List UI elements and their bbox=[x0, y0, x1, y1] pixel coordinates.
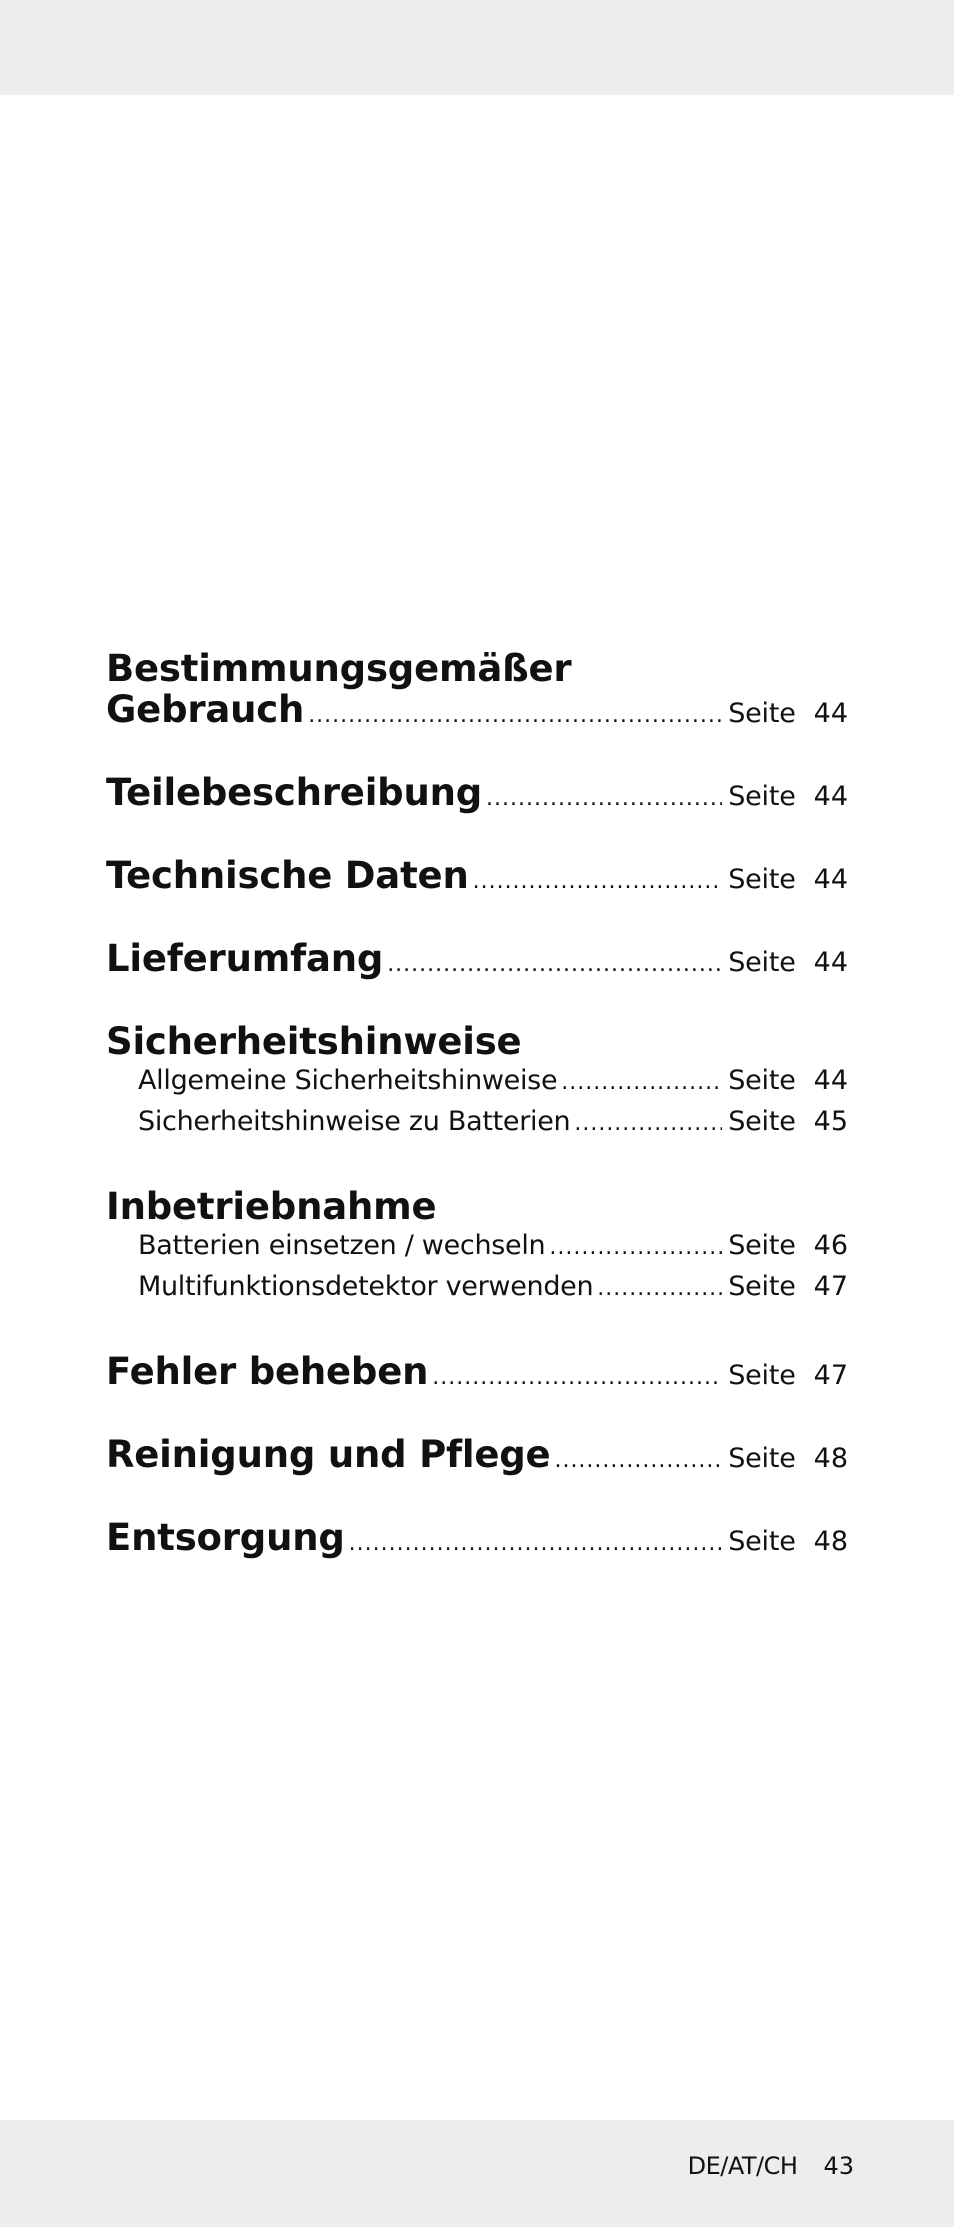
toc-entry-entsorgung[interactable] bbox=[106, 1517, 848, 1558]
dot-leader bbox=[549, 1235, 722, 1260]
page-footer bbox=[688, 2152, 854, 2180]
page-number: 48 bbox=[813, 1443, 848, 1474]
footer-page-number: 43 bbox=[823, 2152, 854, 2180]
page-number: 44 bbox=[813, 698, 848, 729]
page-number: 44 bbox=[813, 1065, 848, 1096]
page-number: 45 bbox=[813, 1106, 848, 1137]
toc-entry-bestimmungsgemaesser-gebrauch[interactable] bbox=[106, 648, 848, 730]
page-number: 47 bbox=[813, 1360, 848, 1391]
toc-entry-fehler-beheben[interactable] bbox=[106, 1351, 848, 1392]
seite-label: Seite bbox=[728, 1360, 796, 1391]
seite-label: Seite bbox=[728, 864, 796, 895]
toc-entry-teilebeschreibung[interactable] bbox=[106, 772, 848, 813]
table-of-contents bbox=[106, 648, 848, 1600]
dot-leader bbox=[349, 1531, 723, 1556]
toc-entry-title: Entsorgung bbox=[106, 1516, 345, 1559]
seite-label: Seite bbox=[728, 781, 796, 812]
page-number: 44 bbox=[813, 864, 848, 895]
dot-leader bbox=[561, 1070, 722, 1095]
seite-label: Seite bbox=[728, 1443, 796, 1474]
dot-leader bbox=[486, 786, 722, 811]
page-number: 47 bbox=[813, 1271, 848, 1302]
toc-section-title[interactable]: Sicherheitshinweise bbox=[106, 1020, 522, 1063]
seite-label: Seite bbox=[728, 1065, 796, 1096]
toc-subentry-multifunktionsdetektor[interactable] bbox=[106, 1271, 848, 1312]
toc-subentry-title: Multifunktionsdetektor verwenden bbox=[138, 1271, 594, 1302]
toc-entry-lieferumfang[interactable] bbox=[106, 938, 848, 979]
toc-subentry-batterien-einsetzen[interactable] bbox=[106, 1230, 848, 1271]
toc-subentry-title: Allgemeine Sicherheitshinweise bbox=[138, 1065, 558, 1096]
dot-leader bbox=[387, 952, 722, 977]
dot-leader bbox=[432, 1365, 722, 1390]
toc-entry-title: Lieferumfang bbox=[106, 937, 384, 980]
toc-entry-title-line2: Gebrauch bbox=[106, 688, 305, 731]
seite-label: Seite bbox=[728, 1106, 796, 1137]
seite-label: Seite bbox=[728, 1230, 796, 1261]
page-number: 48 bbox=[813, 1526, 848, 1557]
toc-entry-technische-daten[interactable] bbox=[106, 855, 848, 896]
toc-entry-title: Reinigung und Pflege bbox=[106, 1433, 551, 1476]
toc-subentry-title: Batterien einsetzen / wechseln bbox=[138, 1230, 546, 1261]
toc-section-inbetriebnahme bbox=[106, 1186, 848, 1312]
dot-leader bbox=[554, 1448, 722, 1473]
toc-entry-title: Technische Daten bbox=[106, 854, 469, 897]
seite-label: Seite bbox=[728, 947, 796, 978]
dot-leader bbox=[574, 1111, 722, 1136]
page-number: 44 bbox=[813, 947, 848, 978]
toc-subentry-sicherheitshinweise-batterien[interactable] bbox=[106, 1106, 848, 1147]
toc-entry-reinigung-und-pflege[interactable] bbox=[106, 1434, 848, 1475]
dot-leader bbox=[473, 869, 723, 894]
seite-label: Seite bbox=[728, 698, 796, 729]
toc-section-sicherheitshinweise bbox=[106, 1021, 848, 1147]
toc-subentry-allgemeine-sicherheitshinweise[interactable] bbox=[106, 1065, 848, 1106]
page-number: 46 bbox=[813, 1230, 848, 1261]
footer-region-label: DE/AT/CH bbox=[687, 2152, 798, 2180]
toc-entry-title: Teilebeschreibung bbox=[106, 771, 483, 814]
dot-leader bbox=[308, 703, 722, 728]
toc-subentry-title: Sicherheitshinweise zu Batterien bbox=[138, 1106, 571, 1137]
toc-entry-title-line1: Bestimmungsgemäßer bbox=[106, 647, 572, 690]
page-number: 44 bbox=[813, 781, 848, 812]
toc-entry-title: Fehler beheben bbox=[106, 1350, 429, 1393]
header-band bbox=[0, 0, 954, 95]
seite-label: Seite bbox=[728, 1271, 796, 1302]
seite-label: Seite bbox=[728, 1526, 796, 1557]
dot-leader bbox=[597, 1276, 722, 1301]
toc-section-title[interactable]: Inbetriebnahme bbox=[106, 1185, 437, 1228]
